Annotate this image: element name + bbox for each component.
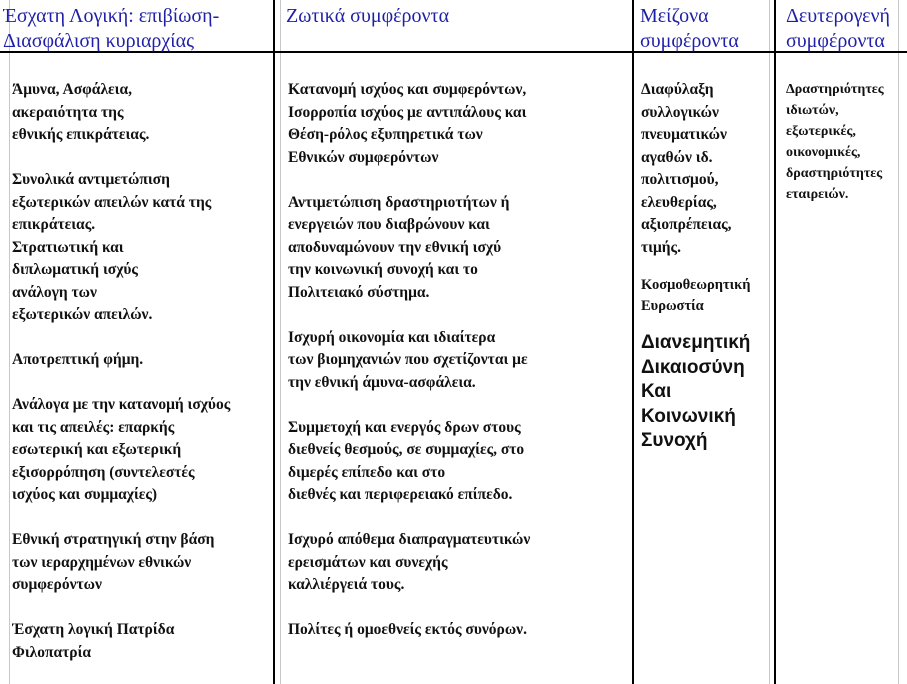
text-line: Συμμετοχή και ενεργός δρων στους xyxy=(288,418,521,436)
text-line: Διασφάλιση κυριαρχίας xyxy=(3,30,195,52)
text-line: και τις απειλές: επαρκής xyxy=(12,418,175,436)
text-line: διμερές επίπεδο και στο xyxy=(288,463,446,481)
text-line: δραστηριότητες xyxy=(786,166,883,181)
vital-interests-column xyxy=(288,79,630,642)
text-line: την κοινωνική συνοχή και το xyxy=(288,261,478,278)
text-line: εξισορρόπηση (συντελεστές xyxy=(12,463,195,481)
text-line: Πολιτειακό σύστημα. xyxy=(288,283,430,301)
text-line: ενεργειών που διαβρώνουν και xyxy=(288,216,490,233)
page-margin-guide xyxy=(280,0,281,684)
paragraph-gap xyxy=(12,372,272,395)
paragraph-gap xyxy=(12,327,272,350)
text-line: εξωτερικών απειλών κατά της xyxy=(12,193,212,211)
text-line: Συνολικά αντιμετώπιση xyxy=(12,171,170,188)
text-line: αξιοπρέπειας, xyxy=(641,216,732,233)
text-line: τιμής. xyxy=(641,238,681,256)
header-secondary-interests xyxy=(786,4,907,54)
paragraph-gap xyxy=(12,147,272,170)
text-line: Ζωτικά συμφέροντα xyxy=(286,5,450,27)
text-line: Δικαιοσύνη xyxy=(641,356,745,378)
paragraph-gap xyxy=(288,507,630,530)
page-margin-guide xyxy=(9,0,10,684)
column-border xyxy=(632,0,634,684)
text-line: την εθνική άμυνα-ασφάλεια. xyxy=(288,373,476,391)
text-line: πολιτισμού, xyxy=(641,171,719,188)
text-line: Φιλοπατρία xyxy=(12,643,92,661)
text-line: εθνικής επικράτειας. xyxy=(12,126,150,143)
text-line: Ευρωστία xyxy=(641,298,704,314)
text-line: των ιεραρχημένων εθνικών xyxy=(12,553,192,571)
text-line: Θέση-ρόλος εξυπηρετικά των xyxy=(288,126,483,143)
text-line: εξωτερικές, xyxy=(786,124,856,139)
text-line: Διανεμητική xyxy=(641,332,751,353)
ultimate-logic-column xyxy=(12,79,272,664)
text-line: αγαθών ιδ. xyxy=(641,148,713,166)
text-line: επικράτειας. xyxy=(12,216,96,233)
text-line: Συνοχή xyxy=(641,430,708,451)
paragraph-gap xyxy=(12,597,272,620)
text-line: συμφέροντα xyxy=(786,30,885,52)
text-line: ισχύος και συμμαχίες) xyxy=(12,486,158,503)
column-border xyxy=(273,0,275,684)
paragraph-gap xyxy=(288,597,630,620)
text-line: συμφέροντα xyxy=(640,30,739,52)
paragraph-gap xyxy=(288,169,630,192)
text-line: εξωτερικών απειλών. xyxy=(12,306,153,323)
text-line: διεθνείς θεσμούς, σε συμμαχίες, στο xyxy=(288,441,525,458)
text-line: Πολίτες ή ομοεθνείς εκτός συνόρων. xyxy=(288,621,527,638)
text-line: ερεισμάτων και συνεχής xyxy=(288,553,448,571)
secondary-interests-column xyxy=(786,79,907,205)
text-line: Ανάλογα με την κατανομή ισχύος xyxy=(12,396,231,413)
text-line: Ισχυρό απόθεμα διαπραγματευτικών xyxy=(288,531,531,548)
text-line: ακεραιότητα της xyxy=(12,103,124,121)
text-line: Αποτρεπτική φήμη. xyxy=(12,351,144,368)
justice-cohesion-text xyxy=(641,331,771,454)
header-vital-interests xyxy=(286,4,626,29)
text-line: Δραστηριότητες xyxy=(786,82,884,97)
text-line: Κοσμοθεωρητική xyxy=(641,277,751,293)
header-major-interests xyxy=(640,4,772,54)
text-line: εσωτερική και εξωτερική xyxy=(12,441,182,458)
text-line: καλλιέργειά τους. xyxy=(288,576,405,593)
text-line: συλλογικών xyxy=(641,103,719,121)
text-line: Άμυνα, Ασφάλεια, xyxy=(12,81,133,98)
text-line: Εθνική στρατηγική στην βάση xyxy=(12,531,215,548)
text-line: συμφερόντων xyxy=(12,576,102,593)
text-line: ελευθερίας, xyxy=(641,193,717,211)
text-line: Διαφύλαξη xyxy=(641,81,714,98)
text-line: Έσχατη Λογική: επιβίωση- xyxy=(3,5,220,27)
text-line: οικονομικές, xyxy=(786,145,861,160)
text-line: Στρατιωτική και xyxy=(12,238,124,256)
paragraph-gap xyxy=(288,394,630,417)
text-line: Κατανομή ισχύος και συμφερόντων, xyxy=(288,81,527,98)
header-ultimate-logic xyxy=(3,4,271,54)
paragraph-gap xyxy=(12,507,272,530)
text-line: Και xyxy=(641,381,672,402)
text-line: πνευματικών xyxy=(641,126,727,143)
text-line: Αντιμετώπιση δραστηριοτήτων ή xyxy=(288,193,510,211)
text-line: Έσχατη λογική Πατρίδα xyxy=(12,621,175,638)
text-line: των βιομηχανιών που σχετίζονται με xyxy=(288,351,528,368)
text-line: Κοινωνική xyxy=(641,405,736,427)
text-line: ιδιωτών, xyxy=(786,103,839,118)
text-line: εταιρειών. xyxy=(786,187,849,202)
paragraph-gap xyxy=(288,304,630,327)
major-interests-column xyxy=(641,79,771,454)
text-line: αποδυναμώνουν την εθνική ισχύ xyxy=(288,238,502,256)
text-line: Δευτερογενή xyxy=(786,5,890,27)
text-line: Μείζονα xyxy=(640,5,709,27)
text-line: Εθνικών συμφερόντων xyxy=(288,148,439,166)
column-border xyxy=(774,0,776,684)
text-line: Ισορροπία ισχύος με αντιπάλους και xyxy=(288,103,527,121)
text-line: ανάλογη των xyxy=(12,283,97,301)
text-line: διεθνές και περιφερειακό επίπεδο. xyxy=(288,486,513,503)
text-line: Ισχυρή οικονομία και ιδιαίτερα xyxy=(288,328,496,346)
text-line: διπλωματική ισχύς xyxy=(12,261,138,278)
